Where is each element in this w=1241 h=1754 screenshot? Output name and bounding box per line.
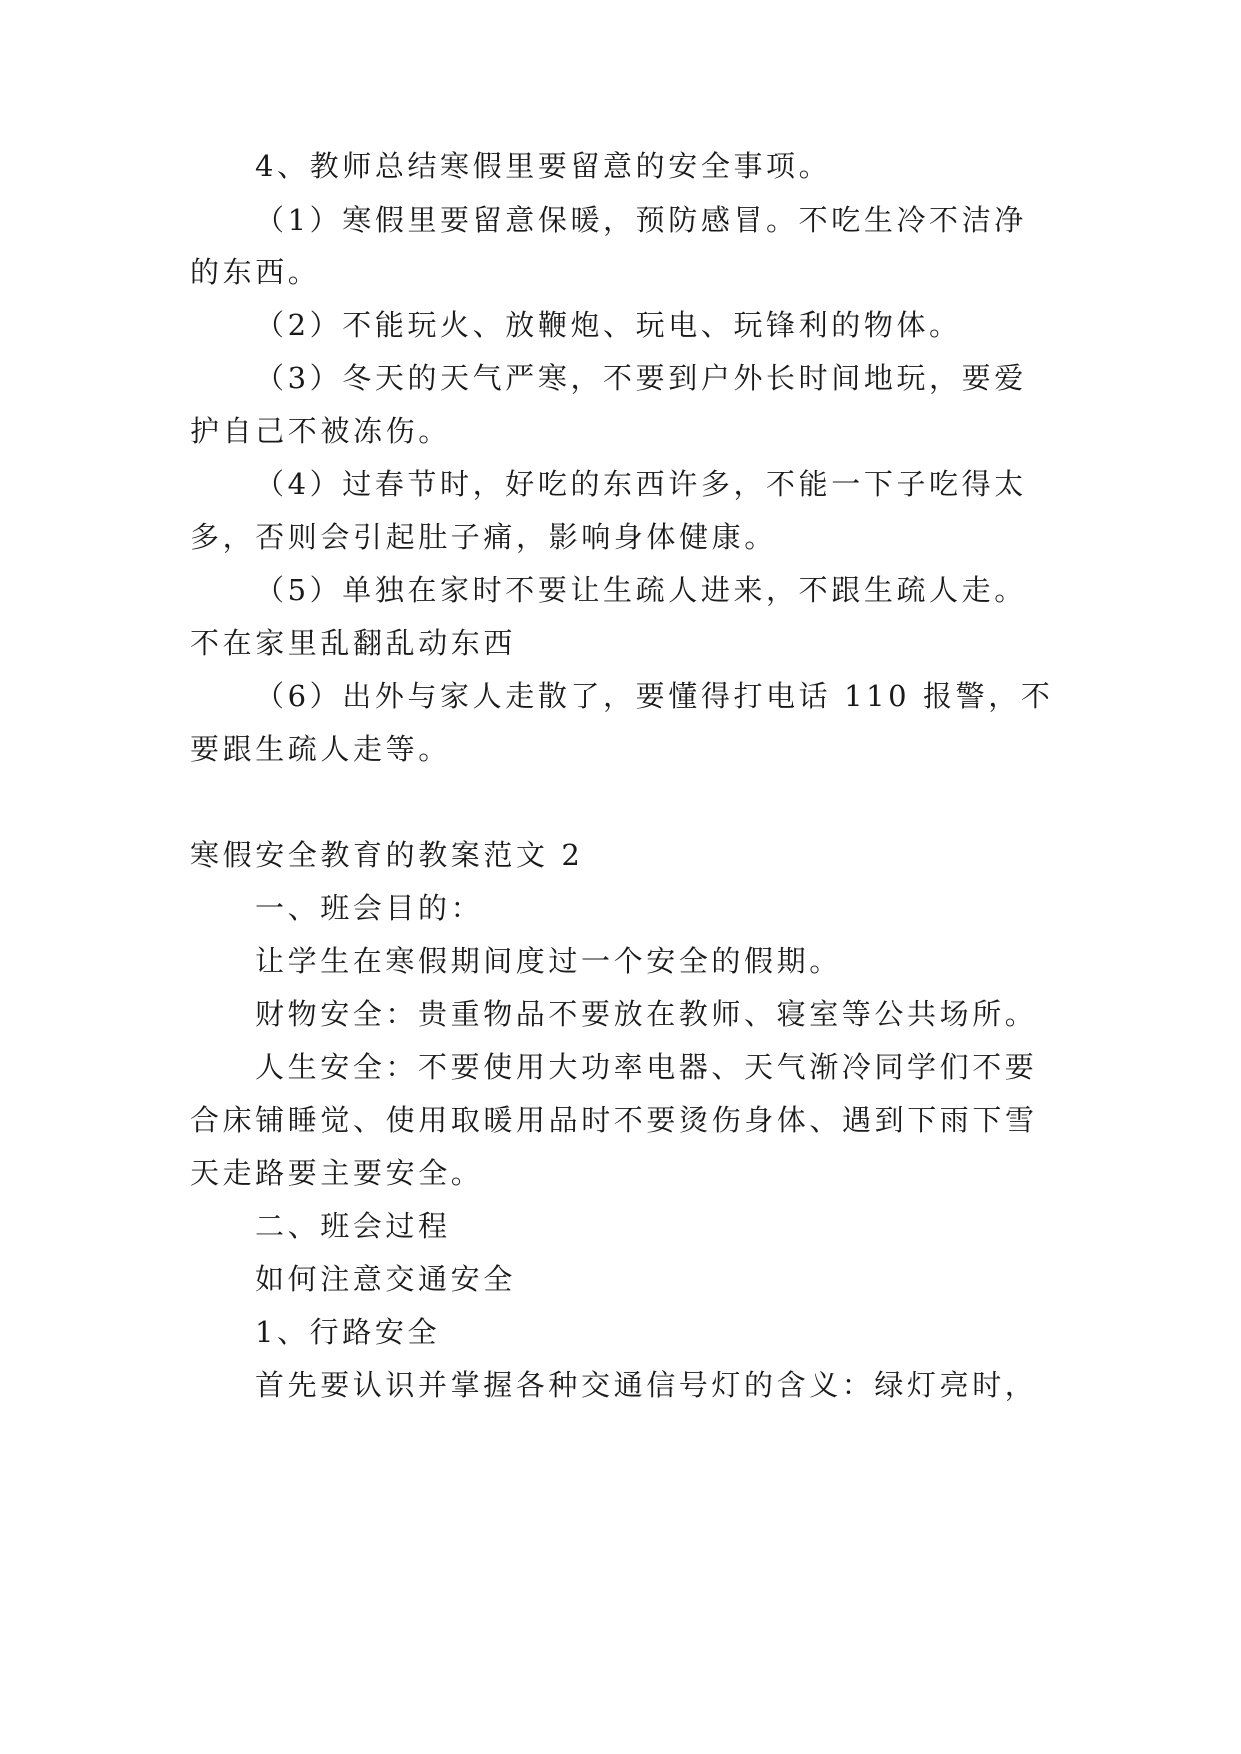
walking-heading: 1、行路安全 [255, 1315, 441, 1349]
objective-text: 让学生在寒假期间度过一个安全的假期。 [255, 944, 842, 978]
personal-safety-line-2: 合床铺睡觉、使用取暖用品时不要烫伤身体、遇到下雨下雪 [190, 1103, 1038, 1137]
tip-2-line-1: （2）不能玩火、放鞭炮、玩电、玩锋利的物体。 [255, 308, 962, 342]
tip-3-line-1: （3）冬天的天气严寒，不要到户外长时间地玩，要爱 [255, 361, 1027, 395]
section-2-title: 寒假安全教育的教案范文 2 [190, 838, 584, 872]
item-4-heading: 4、教师总结寒假里要留意的安全事项。 [255, 149, 832, 183]
tip-1-line-2: 的东西。 [190, 255, 321, 289]
traffic-heading: 如何注意交通安全 [255, 1262, 516, 1296]
tip-5-line-2: 不在家里乱翻乱动东西 [190, 626, 517, 660]
signal-line-1: 首先要认识并掌握各种交通信号灯的含义：绿灯亮时， [255, 1368, 1038, 1402]
objective-heading: 一、班会目的： [255, 891, 484, 925]
tip-4-line-2: 多，否则会引起肚子痛，影响身体健康。 [190, 520, 777, 554]
tip-6-line-1: （6）出外与家人走散了，要懂得打电话 110 报警，不 [255, 679, 1054, 713]
personal-safety-line-1: 人生安全：不要使用大功率电器、天气渐冷同学们不要 [255, 1050, 1038, 1084]
personal-safety-line-3: 天走路要主要安全。 [190, 1156, 484, 1190]
property-safety: 财物安全：贵重物品不要放在教师、寝室等公共场所。 [255, 997, 1038, 1031]
tip-5-line-1: （5）单独在家时不要让生疏人进来，不跟生疏人走。 [255, 573, 1027, 607]
tip-6-line-2: 要跟生疏人走等。 [190, 732, 451, 766]
tip-3-line-2: 护自己不被冻伤。 [190, 414, 451, 448]
tip-1-line-1: （1）寒假里要留意保暖，预防感冒。不吃生冷不洁净 [255, 203, 1027, 237]
process-heading: 二、班会过程 [255, 1209, 451, 1243]
tip-4-line-1: （4）过春节时，好吃的东西许多，不能一下子吃得太 [255, 467, 1027, 501]
